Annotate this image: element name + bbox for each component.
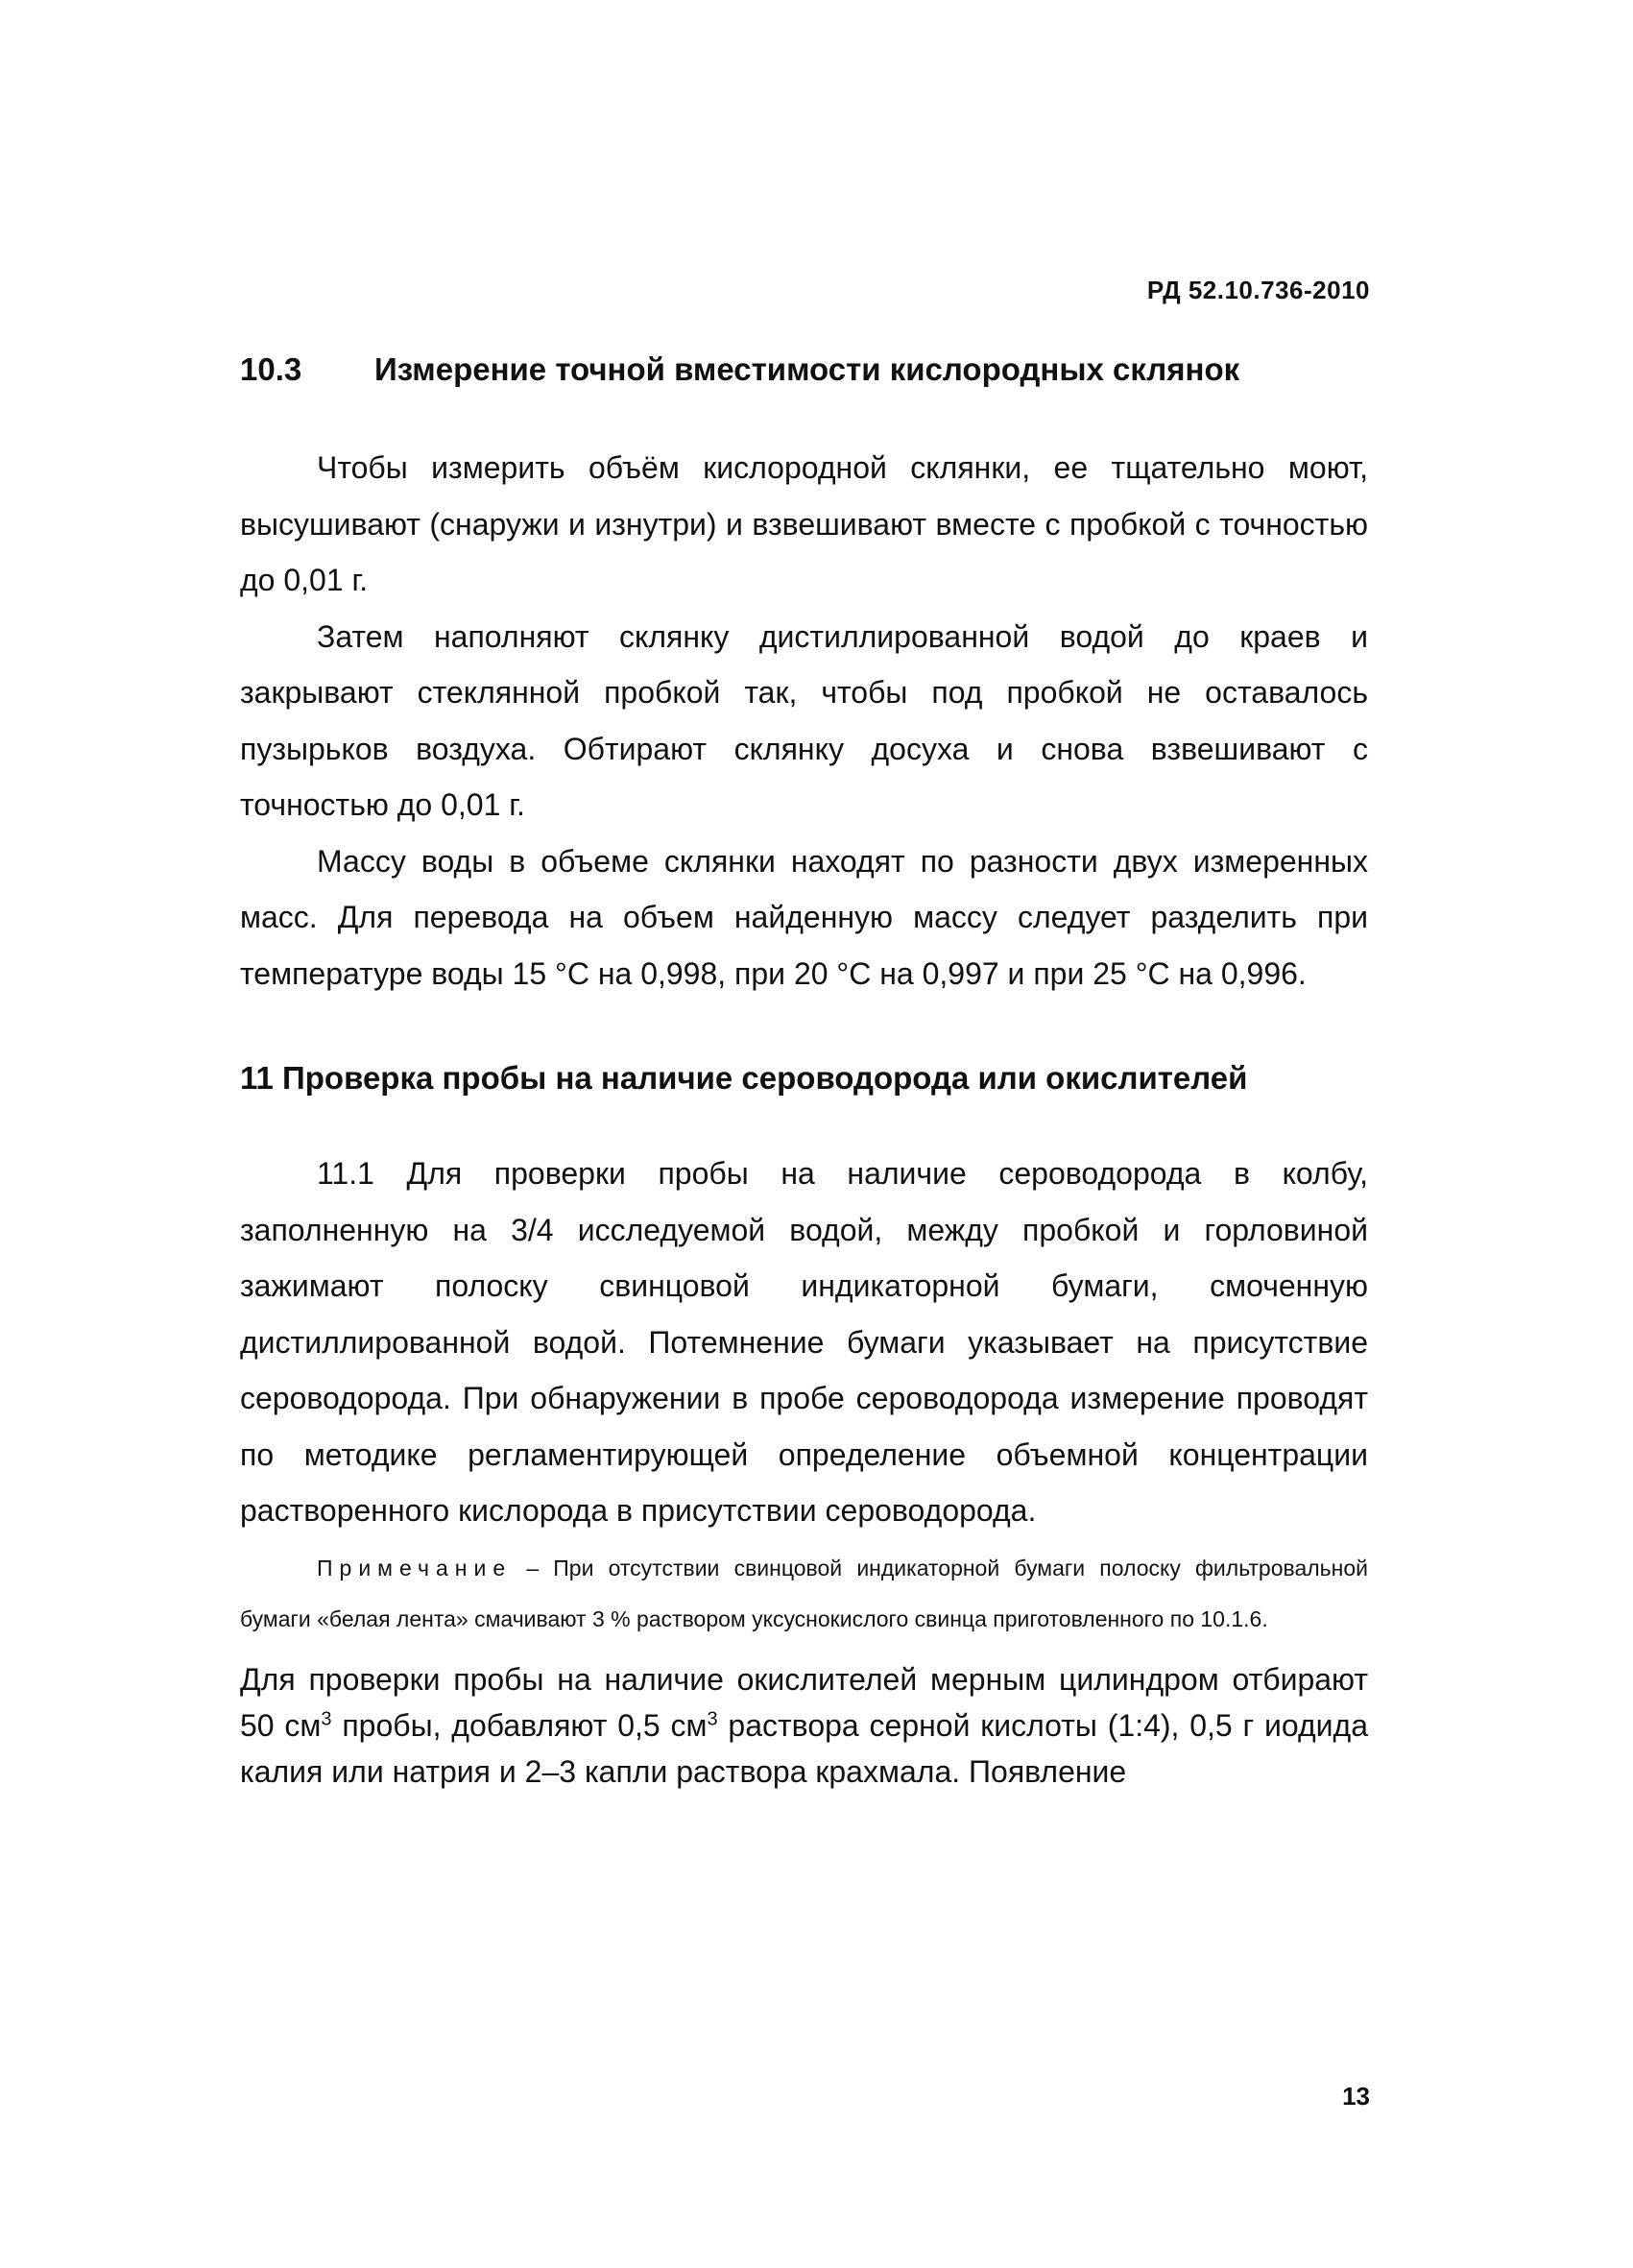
section-number: 10.3 <box>240 351 302 387</box>
paragraph-11-1: 11.1 Для проверки пробы на наличие сероводорода в колбу, заполненную на 3/4 исследуемой водой, между пробкой и горловиной зажимают полоску свинцовой индикаторной бумаги, смоченную дистиллированной водой. Потемнение бумаги указывает на присутствие сероводорода. При обнаружении в пробе сероводорода измерение проводят по методике регламентирующей определение объемной концентрации растворенного кислорода в присутствии сероводорода. <box>240 1156 1368 1528</box>
note <box>240 1543 1368 1645</box>
note-label: Примечание <box>317 1555 513 1580</box>
text-fragment: пробы, добавляют 0,5 см <box>331 1707 708 1743</box>
paragraph: Массу воды в объеме склянки находят по разности двух измеренных масс. Для перевода на объем найденную массу следует разделить при температуре воды 15 °С на 0,998, при 20 °С на 0,997 и при 25 °С на 0,996. <box>240 843 1368 991</box>
document-code: РД 52.10.736-2010 <box>1146 276 1370 304</box>
section-10-3-heading <box>240 350 1368 389</box>
paragraph: Чтобы измерить объём кислородной склянки, ее тщательно моют, высушивают (снаружи и изнутри) и взвешивают вместе с пробкой с точностью до 0,01 г. <box>240 450 1368 597</box>
paragraph-oxidizers <box>240 1656 1368 1795</box>
note-text: – При отсутствии свинцовой индикаторной бумаги полоску фильтровальной бумаги «белая лента» смачивают 3 % раствором уксуснокислого свинца приготовленного по 10.1.6. <box>240 1555 1368 1631</box>
page-content <box>240 350 1368 1795</box>
text-fragment: Для проверки пробы на наличие окислителей мерным цилиндром отбирают 50 см <box>240 1661 1368 1743</box>
page-number: 13 <box>1342 2082 1370 2111</box>
superscript: 3 <box>707 1707 718 1729</box>
paragraph: Затем наполняют склянку дистиллированной водой до краев и закрывают стеклянной пробкой так, чтобы под пробкой не оставалось пузырьков воздуха. Обтирают склянку досуха и снова взвешивают с точностью до 0,01 г. <box>240 618 1368 822</box>
section-11-heading: 11 Проверка пробы на наличие сероводорода или окислителей <box>240 1060 1248 1096</box>
text-fragment: раствора серной кислоты (1:4), 0,5 г иодида калия или натрия и 2–3 капли раствора крахмала. Появление <box>240 1707 1368 1789</box>
section-title: Измерение точной вместимости кислородных склянок <box>374 351 1240 387</box>
superscript: 3 <box>321 1707 332 1729</box>
